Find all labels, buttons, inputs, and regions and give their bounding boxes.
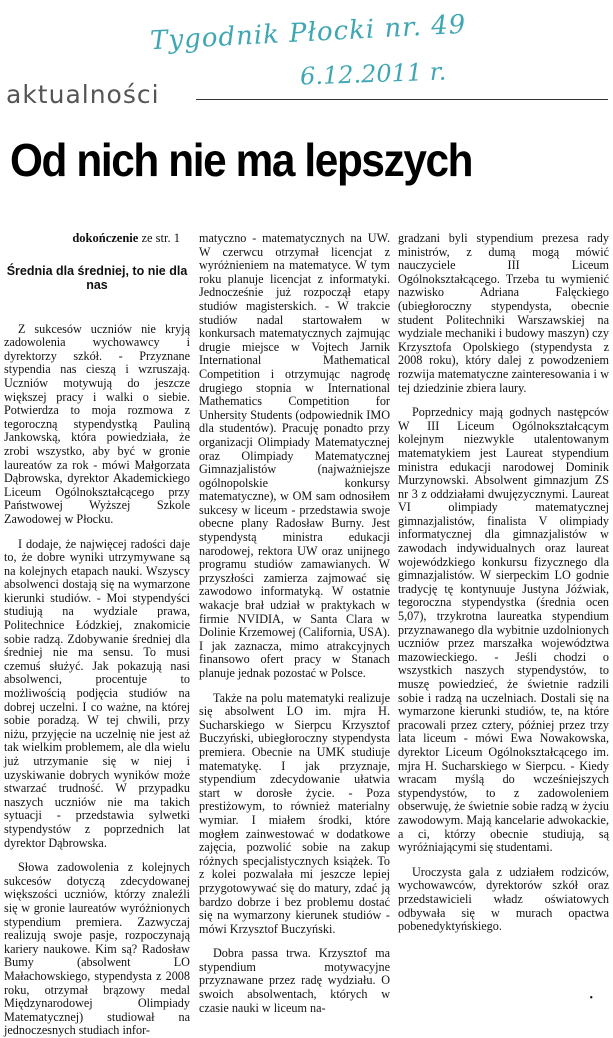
paragraph: Z sukcesów uczniów nie kryją zadowolenia wychowawcy i dyrektorzy szkół. - Przyznane stypendia nas cieszą i wzruszają. Uczniów motywują do jeszcze większej pracy i walki o siebie. Potwierdza to moja rozmowa z tegoroczną stypendystką Pauliną Jankowską, która powiedziała, że zrobi wszystko, aby być w gronie laureatów za rok - mówi Małgorzata Dąbrowska, dyrektor Akademickiego Liceum Ogólnokształcącego przy Państwowej Wyższej Szkole Zawodowej w Płocku. bbox=[4, 321, 190, 526]
article-headline: Od nich nie ma lepszych bbox=[10, 134, 473, 186]
column-1 bbox=[4, 208, 190, 1038]
paragraph: Słowa zadowolenia z kolejnych sukcesów dotyczą zdecydowanej większości uczniów, którzy znaleźli się w gronie laureatów wyróżnionych stypendium premiera. Zazwyczaj realizują swoje pasje, rozpoczynają kariery naukowe. Kim są? Radosław Bumy (absolwent LO Małachowskiego, stypendysta z 2008 roku, otrzymał brązowy medal Międzynarodowej Olimpiady Matematycznej) studiował na jednoczesnych studiach infor- bbox=[4, 860, 190, 1038]
column-3 bbox=[398, 232, 609, 1010]
paragraph: I dodaje, że najwięcej radości daje to, że dobre wyniki utrzymywane są na kolejnych etapach nauki. Wszyscy absolwenci dostają się na wymarzone kierunki studiów. - Moi stypendyści studiują na wydziale prawa, Politechnice Łódzkiej, znakomicie sobie radzą. Zdobywanie średniej dla średniej nie ma sensu. To musi czemuś służyć. Jak pokazują nasi absolwenci, procentuje to możliwością podjęcia studiów na dobrej uczelni. I co ważne, na której sobie poradzą. W tej chwili, przy niżu, przyjęcie na uczelnię nie jest aż tak wielkim problemem, ale dla wielu już utrzymanie się w niej i uzyskiwanie dobrych wyników może stwarzać trudność. W przypadku naszych uczniów nie ma takich sytuacji - przedstawia sylwetki stypendystów z poprzednich lat dyrektor Dąbrowska. bbox=[4, 536, 190, 850]
section-rule bbox=[196, 99, 608, 100]
handwritten-annotation bbox=[140, 9, 468, 98]
continuation-note bbox=[4, 232, 180, 246]
end-of-article-mark: • bbox=[589, 993, 593, 1004]
paragraph: Dobra passa trwa. Krzysztof ma stypendium motywacyjne przyznawane przez radę wydziału. O swoich absolwentach, których w czasie nauki w liceum na- bbox=[199, 946, 390, 1015]
handwritten-date: 6.12.2011 r. bbox=[299, 57, 447, 91]
handwritten-source: Tygodnik Płocki nr. 49 bbox=[149, 9, 468, 57]
paragraph: matyczno - matematycznych na UW. W czerwcu otrzymał licencjat z wyróżnieniem na matematyce. W tym roku planuje licencjat z informatyki. Jednocześnie już rozpoczął etapy studiów magisterskich. - W trakcie studiów nadal startowałem w konkursach matematycznych zajmując drugie miejsce w Vojtech Jarnik International Mathematical Competition i otrzymując nagrodę drugiego stopnia w International Mathematics Competition for Unhersity Students (odpowiednik IMO dla studentów). Pracuję ponadto przy organizacji Olimpiady Matematycznej oraz Olimpiady Matematycznej Gimnazjalistów (najważniejsze ogólnopolskie konkursy matematyczne), w OM sam odnosiłem sukcesy w liceum - przedstawia swoje obecne plany Radosław Burny. Jest stypendystą ministra edukacji narodowej, rektora UW oraz unijnego programu studiów zamawianych. W przyszłości zamierza zajmować się zawodowo informatyką. W ostatnie wakacje brał udział w praktykach w firmie NVIDIA, w Santa Clara w Dolinie Krzemowej (California, USA). I jak zaznacza, mimo atrakcyjnych finansowo ofert pracy w Stanach planuje jednak pozostać w Polsce. bbox=[199, 231, 390, 680]
continuation-rest: ze str. 1 bbox=[141, 231, 180, 245]
continuation-bold: dokończenie bbox=[72, 231, 139, 245]
paragraph: Uroczysta gala z udziałem rodziców, wychowawców, dyrektorów szkół oraz przedstawicieli władz oświatowych odbywała się w murach opactwa pobenedyktyńskiego. bbox=[398, 864, 609, 934]
column-2 bbox=[199, 231, 390, 1015]
paragraph: Także na polu matematyki realizuje się absolwent LO im. mjra H. Sucharskiego w Sierpcu Krzysztof Buczyński, ubiegłoroczny stypendysta premiera. Obecnie na UMK studiuje matematykę. I jak przyznaje, stypendium zdecydowanie ułatwia start w dorosłe życie. - Poza prestiżowym, to również materialny wymiar. I miałem środki, które mogłem zainwestować w dodatkowe zajęcia, pozwolić sobie na zakup różnych specjalistycznych książek. To z kolei pozwalała mi jeszcze lepiej przygotowywać się do matury, zdać ją bardzo dobrze i bez problemu dostać się na wymarzony kierunek studiów - mówi Krzysztof Buczyński. bbox=[199, 690, 390, 936]
paragraph: gradzani byli stypendium prezesa rady ministrów, z dumą mogą mówić nauczyciele III Liceum Ogólnokształcącego. Trzeba tu wymienić nazwisko Adriana Falęckiego (ubiegłoroczny stypendysta, obecnie student Politechniki Warszawskiej na wydziale mechaniki i budowy maszyn) czy Krzysztofa Opolskiego (stypendysta z 2008 roku), który dalej z powodzeniem rozwija matematyczne zainteresowania i w tej dziedzinie zbiera laury. bbox=[398, 231, 609, 395]
article-subhead: Średnia dla średniej, to nie dla nas bbox=[6, 263, 188, 292]
section-label: aktualności bbox=[6, 80, 160, 109]
paragraph: Poprzednicy mają godnych następców W III Liceum Ogólnokształcącym kolejnym niezwykle utalentowanym matematykiem jest Laureat stypendium ministra edukacji narodowej Dominik Murzynowski. Absolwent gimnazjum ZS nr 3 z oddziałami dwujęzycznymi. Laureat VI olimpiady matematycznej gimnazjalistów, finalista V olimpiady informatycznej dla gimnazjalistów w zawodach indywidualnych oraz laureat wojewódzkiego konkursu fizycznego dla gimnazjalistów. W sierpeckim LO godnie tradycję tę kontynuuje Justyna Jóźwiak, tegoroczna stypendystka (średnia ocen 5,07), trzykrotna laureatka stypendium przyznawanego dla wybitnie uzdolnionych uczniów przez marszałka województwa mazowieckiego. - Jeśli chodzi o wszystkich naszych stypendystów, to muszę powiedzieć, że świetnie radzili sobie i radzą na uczelniach. Dostali się na wymarzone kierunki studiów, te, na które pracowali przez cztery, później przez trzy lata liceum - mówi Ewa Nowakowska, dyrektor Liceum Ogólnokształcącego im. mjra H. Sucharskiego w Sierpcu. - Kiedy wracam myślą do wcześniejszych stypendystów, to z zadowoleniem obserwuję, że świetnie sobie radzą w życiu zawodowym. Mają kancelarie adwokackie, a ci, którzy obecnie studiują, są wyróżniającymi się studentami. bbox=[398, 405, 609, 855]
